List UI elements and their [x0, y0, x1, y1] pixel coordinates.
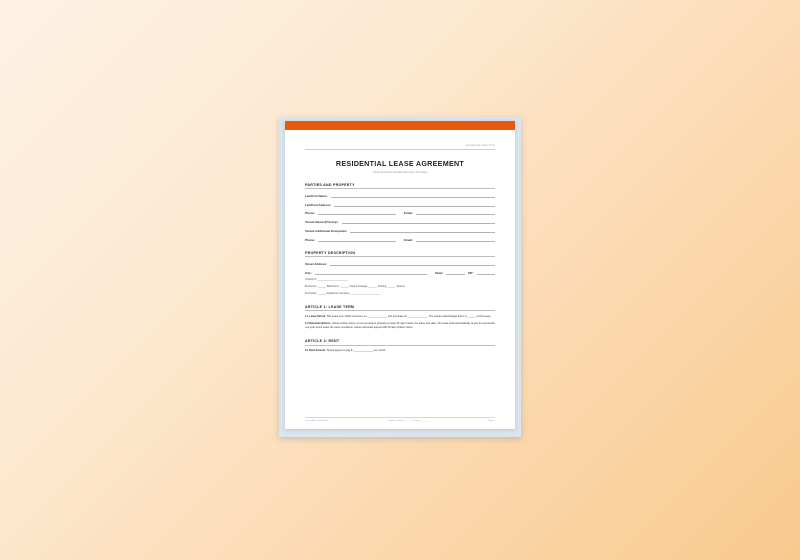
field-input-line[interactable] — [318, 236, 396, 241]
field-input-line[interactable] — [330, 261, 495, 266]
document-page — [285, 121, 515, 429]
article-heading: ARTICLE 2: RENT — [305, 339, 495, 346]
page-accent-bar — [285, 121, 515, 130]
clause-rent-amount — [305, 349, 495, 353]
clause-text: Tenant agrees to pay $ ______________ per month. — [326, 349, 386, 353]
field-landlord-address — [305, 201, 495, 206]
field-label: Landlord Name: — [305, 193, 328, 198]
footer-left-label: Lease Agreement Form — [305, 420, 328, 422]
field-landlord-name — [305, 193, 495, 198]
field-input-line[interactable] — [315, 270, 427, 275]
section-heading: PARTIES AND PROPERTY — [305, 183, 495, 190]
field-tenant-occupants — [305, 228, 495, 233]
clause-text: Unless written notice of non-renewal is provided at least 30 days before the lease end date, this lease shall automatically renew for successive one-year terms under the same conditions, unless otherwise agreed with 30 days written notice. — [305, 322, 495, 330]
field-label: Tenant Additional Occupants: — [305, 229, 348, 234]
field-label: ZIP: — [467, 270, 474, 275]
field-group — [305, 261, 495, 296]
field-label: Email: — [404, 211, 413, 216]
section-heading: PROPERTY DESCRIPTION — [305, 251, 495, 258]
page-subtitle: Comprehensive Residential Lease Template — [372, 170, 428, 174]
field-label: State: — [435, 270, 444, 275]
footer-page-number: Page 1 — [488, 420, 495, 422]
field-tenant-phone-email — [305, 236, 495, 241]
field-input-line[interactable] — [416, 210, 495, 215]
field-input-line[interactable] — [318, 210, 396, 215]
field-city-state-zip — [305, 270, 495, 275]
clause-name: Rent Amount. — [309, 349, 326, 353]
field-label: Email: — [404, 237, 413, 242]
field-input-line[interactable] — [342, 219, 496, 224]
clause-lease-period — [305, 315, 495, 319]
field-landlord-phone-email — [305, 210, 495, 215]
section-property-description — [305, 251, 495, 296]
page-footer — [305, 417, 495, 423]
article-rent — [305, 339, 495, 353]
page-content — [285, 130, 515, 429]
clause-number: 1.1 — [305, 314, 309, 318]
field-input-line[interactable] — [350, 228, 495, 233]
field-label: City: — [305, 270, 312, 275]
note-furnished-appliances[interactable]: Furnished: ______ Appliances Included: ______________________ — [305, 292, 381, 296]
clause-name: Renewal Options. — [309, 322, 331, 326]
field-label: Phone: — [305, 211, 316, 216]
header-rule — [305, 149, 495, 150]
field-input-line[interactable] — [446, 270, 465, 275]
field-tenant-name — [305, 219, 495, 224]
note-unit-number[interactable]: Unit/Apt #: ______________________ — [305, 278, 348, 282]
field-label: Phone: — [305, 237, 316, 242]
clause-number: 2.1 — [305, 349, 309, 353]
footer-initials-label: Initials: Landlord ______ / Tenant ______ — [387, 420, 429, 422]
clause-renewal-options — [305, 322, 495, 330]
field-group — [305, 193, 495, 242]
field-label: Landlord Address: — [305, 202, 332, 207]
article-heading: ARTICLE 1: LEASE TERM — [305, 305, 495, 312]
field-input-line[interactable] — [416, 236, 495, 241]
field-input-line[interactable] — [331, 193, 495, 198]
field-street-address — [305, 261, 495, 266]
clause-number: 1.2 — [305, 322, 309, 326]
field-input-line[interactable] — [477, 270, 496, 275]
note-rooms-parking[interactable]: Bedrooms: ______ Bathrooms: ______ Square Footage: ______ Parking: ______ Spaces — [305, 285, 405, 289]
clause-name: Lease Period. — [309, 314, 326, 318]
article-lease-term — [305, 305, 495, 331]
field-label: Tenant Name (Primary): — [305, 220, 339, 225]
clause-text: This lease term shall commence on ______________ and terminate on ______________. The parties acknowledge this is a ______ month lease. — [326, 314, 491, 318]
field-label: Street Address: — [305, 262, 328, 267]
field-input-line[interactable] — [334, 201, 495, 206]
section-parties-and-property — [305, 183, 495, 242]
document-id-label: Residential Lease Form — [466, 144, 495, 147]
page-title: RESIDENTIAL LEASE AGREEMENT — [335, 159, 465, 168]
